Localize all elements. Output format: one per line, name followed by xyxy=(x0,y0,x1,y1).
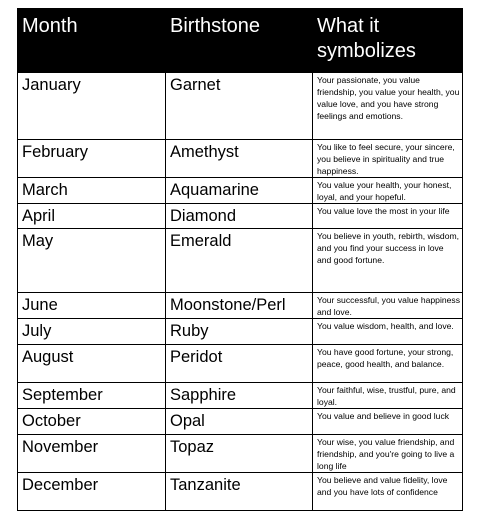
table-row xyxy=(18,229,463,293)
table-row xyxy=(18,293,463,319)
birthstone-cell: Topaz xyxy=(166,435,313,473)
meaning-cell: Your successful, you value happiness and love. xyxy=(313,293,463,319)
birthstone-cell: Ruby xyxy=(166,319,313,345)
meaning-cell: You believe and value fidelity, love and you have lots of confidence xyxy=(313,473,463,511)
month-cell: March xyxy=(18,178,166,204)
table-row xyxy=(18,473,463,511)
birthstone-cell: Aquamarine xyxy=(166,178,313,204)
table-row xyxy=(18,178,463,204)
table-row xyxy=(18,204,463,229)
header-symbolizes: What it symbolizes xyxy=(313,9,463,73)
birthstone-cell: Emerald xyxy=(166,229,313,293)
meaning-cell: Your passionate, you value friendship, you value your health, you value love, and you have strong feelings and emotions. xyxy=(313,73,463,140)
month-cell: May xyxy=(18,229,166,293)
month-cell: September xyxy=(18,383,166,409)
birthstone-cell: Moonstone/Perl xyxy=(166,293,313,319)
month-cell: November xyxy=(18,435,166,473)
meaning-cell: You like to feel secure, your sincere, you believe in spirituality and true happiness. xyxy=(313,140,463,178)
meaning-cell: You value your health, your honest, loyal, and your hopeful. xyxy=(313,178,463,204)
table-row xyxy=(18,383,463,409)
table-row xyxy=(18,345,463,383)
birthstone-cell: Garnet xyxy=(166,73,313,140)
header-month: Month xyxy=(18,9,166,73)
meaning-cell: You value love the most in your life xyxy=(313,204,463,229)
birthstone-cell: Tanzanite xyxy=(166,473,313,511)
birthstone-cell: Diamond xyxy=(166,204,313,229)
birthstone-cell: Peridot xyxy=(166,345,313,383)
birthstone-cell: Opal xyxy=(166,409,313,435)
meaning-cell: You believe in youth, rebirth, wisdom, and you find your success in love and good fortune. xyxy=(313,229,463,293)
meaning-cell: You value and believe in good luck xyxy=(313,409,463,435)
month-cell: December xyxy=(18,473,166,511)
month-cell: April xyxy=(18,204,166,229)
birthstone-cell: Sapphire xyxy=(166,383,313,409)
table-row xyxy=(18,73,463,140)
meaning-cell: Your faithful, wise, trustful, pure, and loyal. xyxy=(313,383,463,409)
meaning-cell: You value wisdom, health, and love. xyxy=(313,319,463,345)
table-row xyxy=(18,435,463,473)
month-cell: July xyxy=(18,319,166,345)
month-cell: January xyxy=(18,73,166,140)
birthstone-cell: Amethyst xyxy=(166,140,313,178)
month-cell: August xyxy=(18,345,166,383)
month-cell: February xyxy=(18,140,166,178)
table-header-row xyxy=(18,9,463,73)
table-row xyxy=(18,409,463,435)
meaning-cell: Your wise, you value friendship, and friendship, and you're going to live a long life xyxy=(313,435,463,473)
header-birthstone: Birthstone xyxy=(166,9,313,73)
meaning-cell: You have good fortune, your strong, peace, good health, and balance. xyxy=(313,345,463,383)
month-cell: June xyxy=(18,293,166,319)
table-row xyxy=(18,140,463,178)
month-cell: October xyxy=(18,409,166,435)
table-row xyxy=(18,319,463,345)
birthstone-table xyxy=(17,8,463,511)
birthstone-table-container xyxy=(17,8,463,511)
